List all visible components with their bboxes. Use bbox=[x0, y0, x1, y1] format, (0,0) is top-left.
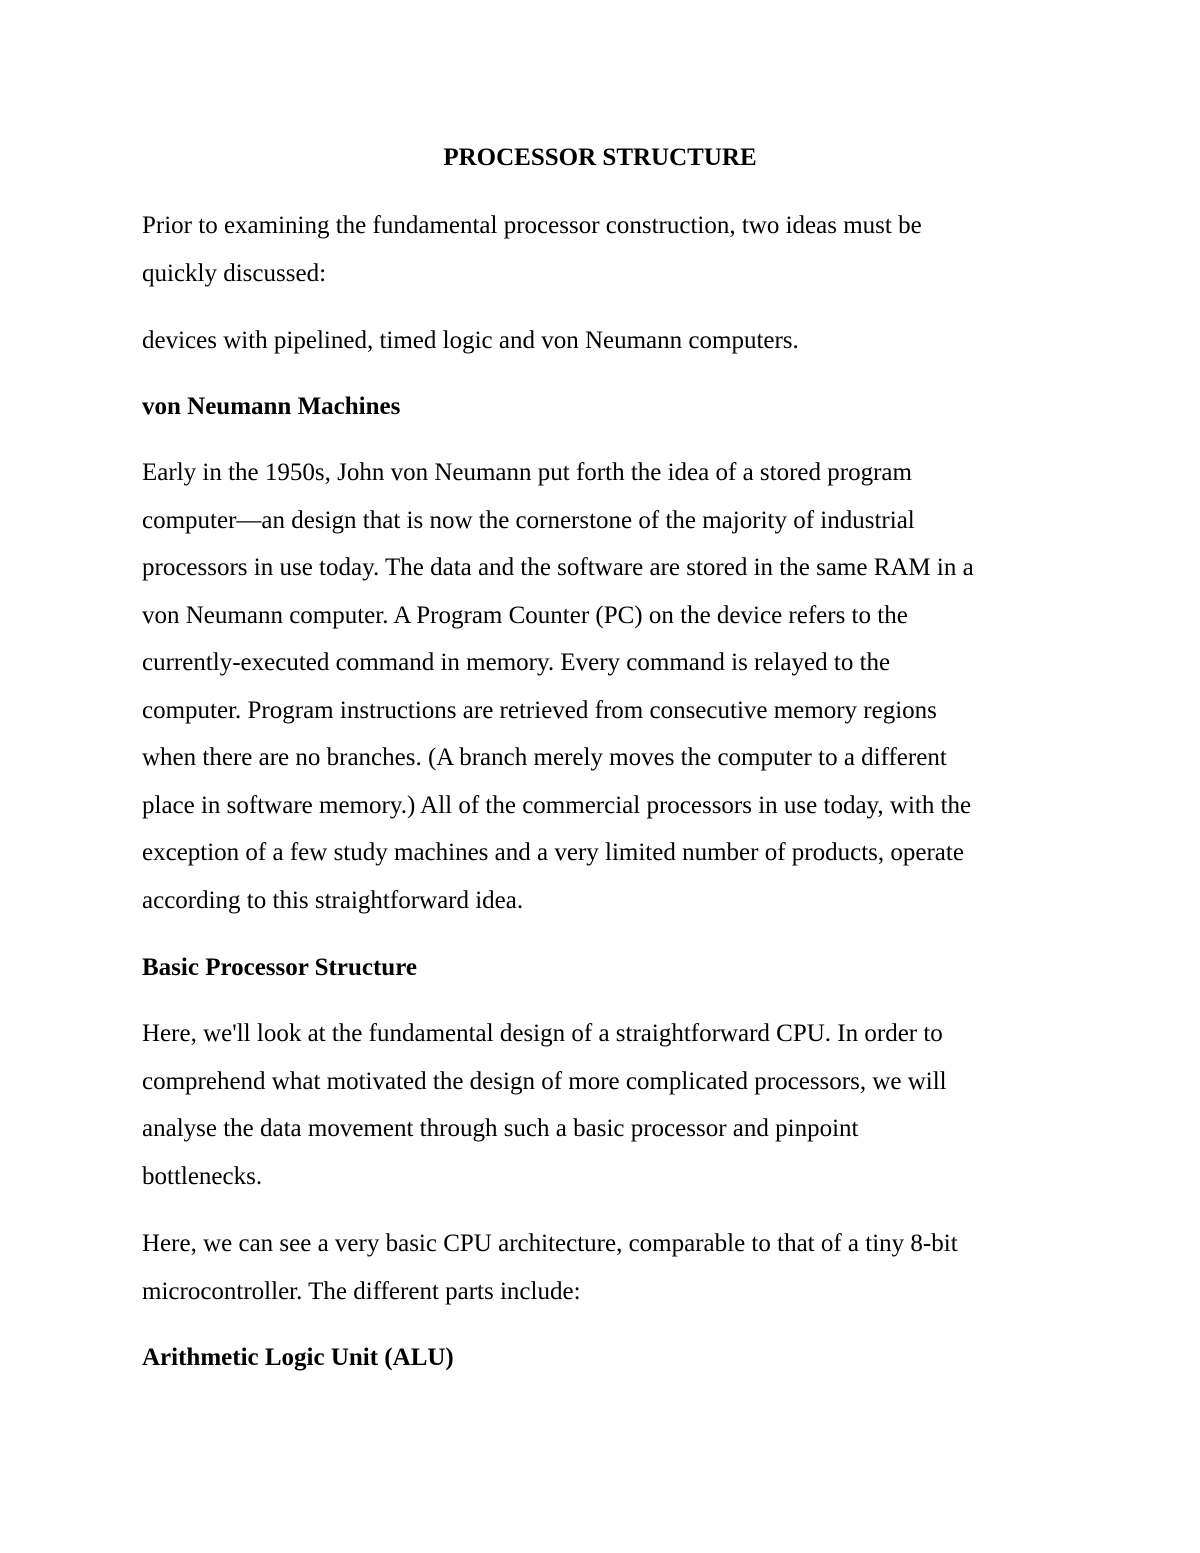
text-line: processors in use today. The data and the software are stored in the same RAM in a bbox=[142, 554, 974, 581]
section-heading-von-neumann: von Neumann Machines bbox=[142, 393, 401, 420]
von-neumann-paragraph bbox=[142, 449, 1062, 924]
text-line: comprehend what motivated the design of more complicated processors, we will bbox=[142, 1067, 947, 1095]
section-heading-basic-processor: Basic Processor Structure bbox=[142, 954, 417, 981]
text-line: when there are no branches. (A branch merely moves the computer to a different bbox=[142, 744, 947, 771]
text-line: quickly discussed: bbox=[142, 259, 327, 287]
text-line: analyse the data movement through such a basic processor and pinpoint bbox=[142, 1115, 859, 1142]
text-line: devices with pipelined, timed logic and von Neumann computers. bbox=[142, 327, 799, 354]
text-line: Prior to examining the fundamental processor construction, two ideas must be bbox=[142, 212, 922, 239]
text-line: exception of a few study machines and a very limited number of products, operate bbox=[142, 839, 964, 866]
text-line: Early in the 1950s, John von Neumann put forth the idea of a stored program bbox=[142, 459, 912, 486]
text-line: computer—an design that is now the cornerstone of the majority of industrial bbox=[142, 506, 915, 534]
basic-processor-paragraph bbox=[142, 1010, 1062, 1200]
page-title: PROCESSOR STRUCTURE bbox=[443, 144, 757, 171]
section-heading-alu: Arithmetic Logic Unit (ALU) bbox=[142, 1344, 454, 1371]
text-line: microcontroller. The different parts include: bbox=[142, 1277, 581, 1305]
text-line: von Neumann computer. A Program Counter (PC) on the device refers to the bbox=[142, 601, 908, 629]
text-line: bottlenecks. bbox=[142, 1162, 263, 1190]
text-line: computer. Program instructions are retrieved from consecutive memory regions bbox=[142, 696, 937, 724]
cpu-architecture-paragraph bbox=[142, 1220, 1062, 1315]
text-line: Here, we'll look at the fundamental design of a straightforward CPU. In order to bbox=[142, 1020, 943, 1047]
text-line: currently-executed command in memory. Every command is relayed to the bbox=[142, 649, 891, 676]
intro-paragraph bbox=[142, 202, 1062, 297]
text-line: place in software memory.) All of the commercial processors in use today, with the bbox=[142, 791, 972, 819]
text-line: according to this straightforward idea. bbox=[142, 886, 524, 914]
intro-topics-paragraph bbox=[142, 317, 1062, 365]
text-line: Here, we can see a very basic CPU architecture, comparable to that of a tiny 8-bit bbox=[142, 1230, 958, 1257]
